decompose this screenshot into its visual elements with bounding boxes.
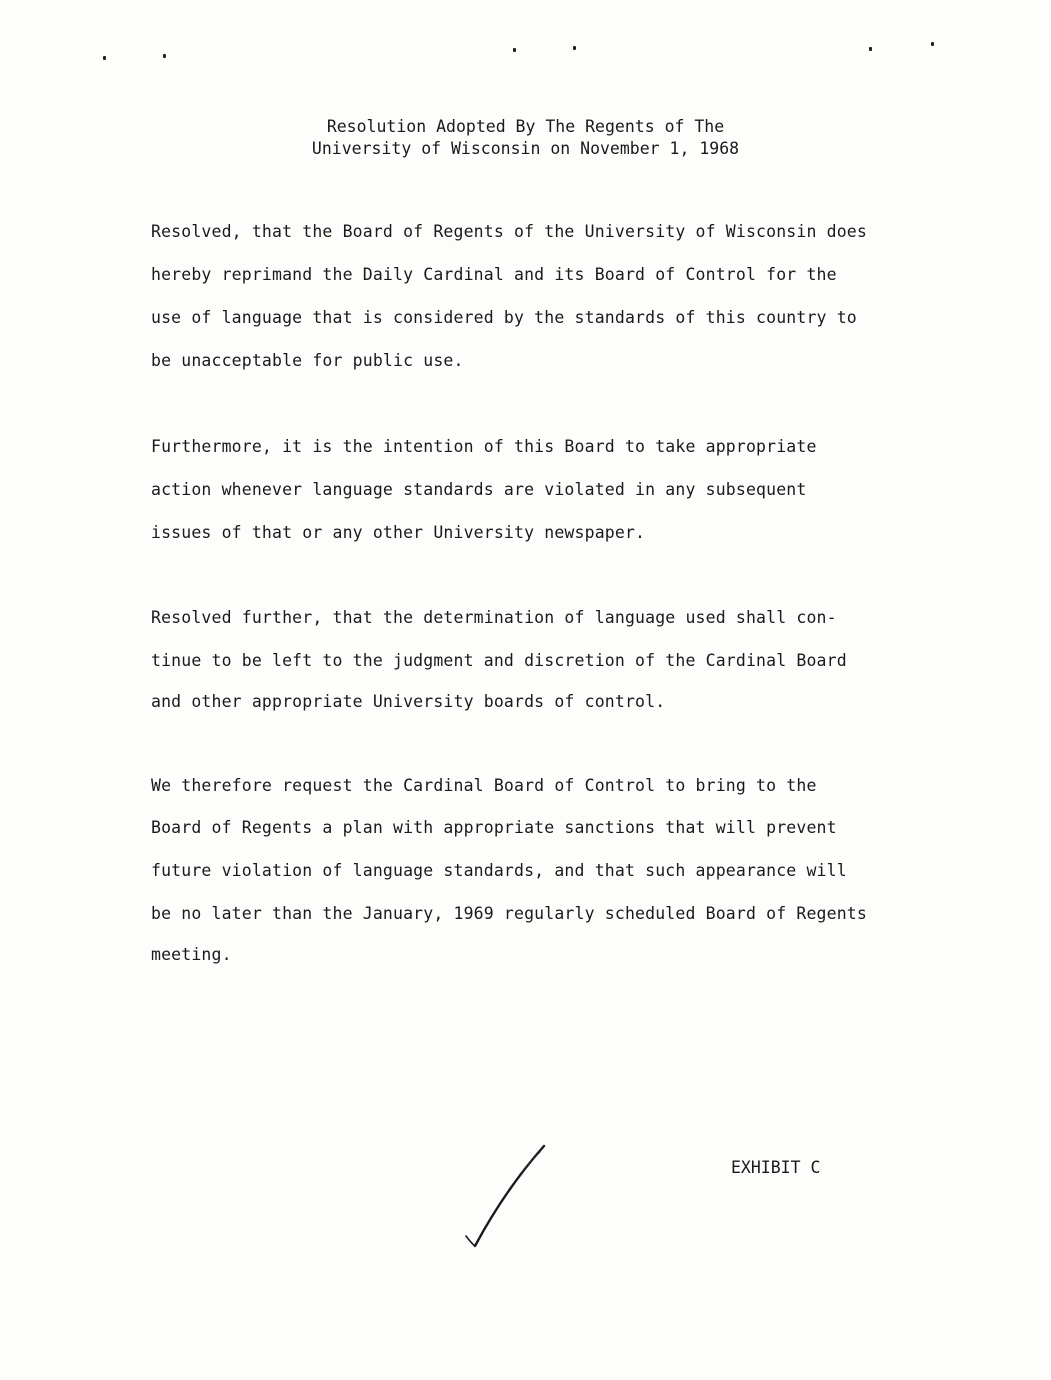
paragraph-2-line-3: issues of that or any other University newspaper. [151, 523, 646, 542]
scan-speck [103, 56, 106, 60]
paragraph-1-line-4: be unacceptable for public use. [151, 351, 464, 370]
paragraph-1-line-3: use of language that is considered by the standards of this country to [151, 308, 857, 327]
scan-speck [931, 42, 934, 46]
paragraph-3-line-3: and other appropriate University boards of control. [151, 692, 666, 711]
scan-speck [869, 47, 872, 51]
paragraph-1-line-1: Resolved, that the Board of Regents of the University of Wisconsin does [151, 222, 867, 241]
paragraph-3-line-1: Resolved further, that the determination of language used shall con- [151, 608, 837, 627]
scan-speck [163, 54, 166, 58]
document-title [0, 116, 1051, 160]
exhibit-label: EXHIBIT C [731, 1158, 821, 1177]
paragraph-4-line-2: Board of Regents a plan with appropriate sanctions that will prevent [151, 818, 837, 837]
paragraph-4-line-5: meeting. [151, 945, 232, 964]
title-line-2: University of Wisconsin on November 1, 1968 [311, 139, 740, 158]
scan-speck [513, 48, 516, 52]
paragraph-4-line-1: We therefore request the Cardinal Board of Control to bring to the [151, 776, 817, 795]
paragraph-1-line-2: hereby reprimand the Daily Cardinal and its Board of Control for the [151, 265, 837, 284]
scan-speck [573, 46, 576, 50]
paragraph-2-line-1: Furthermore, it is the intention of this Board to take appropriate [151, 437, 817, 456]
paragraph-2-line-2: action whenever language standards are violated in any subsequent [151, 480, 807, 499]
check-mark-icon [460, 1140, 550, 1252]
paragraph-4-line-4: be no later than the January, 1969 regularly scheduled Board of Regents [151, 904, 867, 923]
paragraph-3-line-2: tinue to be left to the judgment and discretion of the Cardinal Board [151, 651, 847, 670]
paragraph-4-line-3: future violation of language standards, and that such appearance will [151, 861, 847, 880]
title-line-1: Resolution Adopted By The Regents of The [326, 117, 725, 136]
